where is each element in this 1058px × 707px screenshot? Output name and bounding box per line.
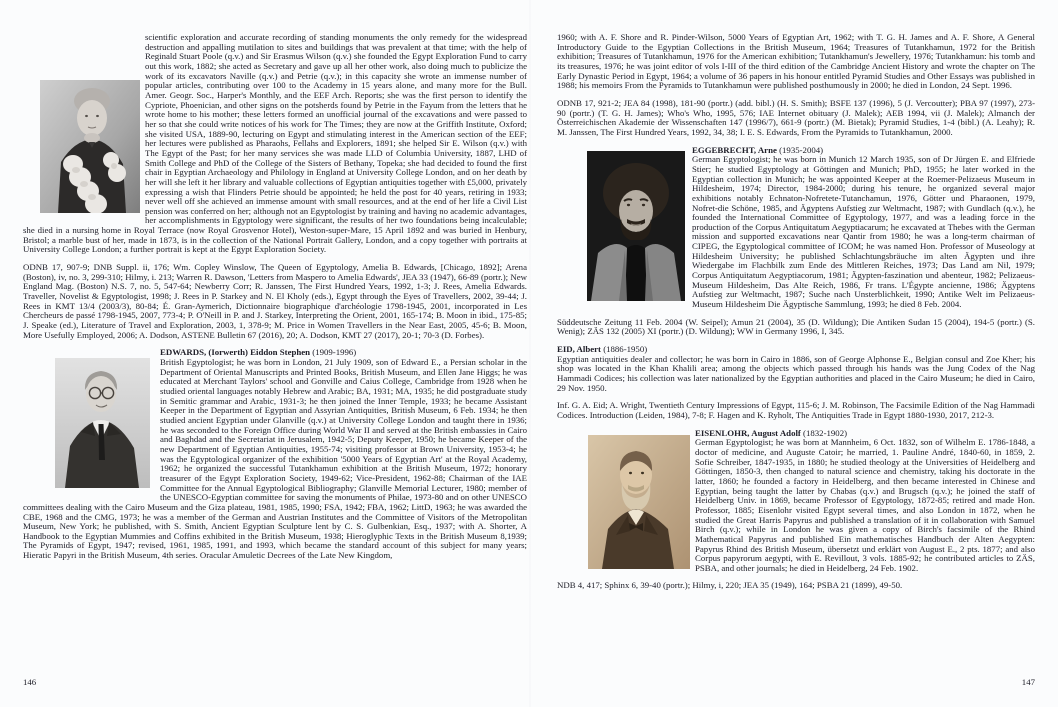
ies-edwards-portrait-photo bbox=[55, 358, 150, 488]
amelia-edwards-bibliography: ODNB 17, 907-9; DNB Suppl. ii, 176; Wm. Copley Winslow, The Queen of Egyptology, Amelia B. Edwards, [Chicago, 1892]; Arena (Boston), iv, no. 3, 299-310; Hilmy, i. 213; Warren R. Dawson, 'Letters from Maspero to Amelia Edwards', JEA 33 (1947), 66-89 (portr.); New England Mag. (Boston) N.S. 7, no. 5, 547-64; Newberry Corr; R. Janssen, The First Hundred Years, 1992, 1-3; J. Rees, Amelia Edwards. Traveller, Novelist & Egyptologist, 1998; J. Rees in P. Starkey and N. El Kholy (eds.), Egypt through the Eyes of Travellers, 2002, 39-44; J. Rees in KMT 13/4 (2003/3), 80-84; É. Gran-Aymerich, Dictionnaire biographique d'archéologie 1798-1945, 2001, incorporated in Les Chercheurs de passé 1798-1945, 2007, 773-4; P. O'Neill in P. and J. Starkey, Interpreting the Orient, 2001, 165-174; B. Moon in ibid., 175-85; J. Speake (ed.), Literature of Travel and Exploration, 2003, 1, 378-9; M. Price in Women Travellers in the Near East, 2005, 45-6; B. Moon, More Usefully Employed, 2006; A. Dodson, ASTENE Bulletin 67 (2016), 20; A. Dodson, KMT 27 (2017), 20-1; 70-3 (D. Forbes). bbox=[23, 262, 527, 340]
eid-body: Egyptian antiquities dealer and collector; he was born in Cairo in 1886, son of George Alphonse E., Belgian consul and Zoe Kher; his shop was located in the Khan Khalili area; among the objects which passed through his hands was the Jung Codex of the Nag Hammadi Codices; his collection was later nationalized by the Egyptian authorities and placed in the Cairo Museum; he died in Cairo, 29 Nov. 1950. bbox=[557, 353, 1035, 393]
ies-edwards-body: British Egyptologist; he was born in London, 21 July 1909, son of Edward E., a Persian scholar in the Department of Oriental Manuscripts and Printed Books, British Museum, and Ellen Jane Higgs; he was educated at Merchant Taylors' school and Gonville and Caius College, Cambridge from 1928 when he studied oriental languages notably Hebrew and Arabic; BA, 1931; MA, 1935; he did postgraduate study in Semitic grammar and Arabic, 1931-3; he then joined the Inner Temple, 1933; he became Assistant Keeper in the Department of Egyptian and Assyrian Antiquities, British Museum, 6 Feb. 1934; he then studied ancient Egyptian under Glanville (q.v.) at University College London and taught there in 1936; he was seconded to the Foreign Office during World War II and served at the British embassies in Cairo and Baghdad and the Secretariat in Jerusalem, 1942-5; Deputy Keeper, 1950; he became Keeper of the new Department of Egyptian Antiquities, 1955-74; visiting professor at Brown University, 1953-4; he was the Egyptological organizer of the exhibition '5000 Years of Egyptian Art' at the Royal Academy, 1962; he organized the successful Tutankhamun exhibition at the British Museum, 1972; honorary treasurer of the Egypt Exploration Society, 1949-62; Vice-President, 1962-88; Chairman of the IAE Committee for the Annual Egyptological Bibliography; Glanville Memorial Lecturer, 1980; member of the UNESCO-Egyptian committee for saving the monuments of Philae, 1973-80 and on other UNESCO committees dealing with the Cairo Museum and the Giza plateau, 1981, 1985, 1990; FSA, 1942; FBA, 1962; LittD, 1963; he was awarded the CBE, 1968 and the CMG, 1973; he was a member of the German and Austrian Institutes and the Committee of Visitors of the Metropolitan Museum, New York; he published, with S. Smith, Ancient Egyptian Sculpture lent by C. S. Gulbenkian, Esq., 1937; with A. Shorter, A Handbook to the Egyptian Mummies and Coffins exhibited in the British Museum, 1938; Hieroglyphic Texts in the British Museum 8,1939; The Pyramids of Egypt, 1947; revised, 1961, 1985, 1991, and 1993, which became the standard account of this subject for many years; Hieratic Papyri in the British Museum, 4th series. Oracular Amuletic Decrees of the Late New Kingdom, bbox=[23, 357, 527, 561]
amelia-edwards-portrait-photo bbox=[40, 80, 140, 213]
eid-years: (1886-1950) bbox=[603, 344, 648, 355]
eisenlohr-entry bbox=[557, 429, 1035, 574]
eisenlohr-name: EISENLOHR, August Adolf bbox=[695, 427, 801, 438]
amelia-edwards-entry bbox=[23, 33, 527, 255]
ies-edwards-years: (1909-1996) bbox=[312, 347, 357, 358]
ies-edwards-name: EDWARDS, (Iorwerth) Eiddon Stephen bbox=[160, 347, 311, 358]
amelia-edwards-photo bbox=[23, 33, 145, 222]
eggebrecht-years: (1935-2004) bbox=[779, 144, 824, 155]
ies-edwards-photo bbox=[23, 348, 160, 494]
eid-bibliography: Inf. G. A. Eid; A. Wright, Twentieth Century Impressions of Egypt, 115-6; J. M. Robinson, The Facsimile Edition of the Nag Hammadi Codices. Introduction (Leiden, 1984), 7-8; F. Hagen and K. Ryholt, The Antiquities Trade in Egypt 1880-1930, 2017, 212-3. bbox=[557, 400, 1035, 420]
ies-edwards-bibliography: ODNB 17, 921-2; JEA 84 (1998), 181-90 (portr.) (add. bibl.) (H. S. Smith); BSFE 137 (1996), 5 (J. Vercoutter); PBA 97 (1997), 273-90 (portr.) (T. G. H. James); Who's Who, 1995, 576; IAE Internet obituary (J. Malek); AEB 1994, vii (J. Malek); Almanch der Österreichischen Akademie der Wissenschaften 147 (1996/7), 661-9 (portr.) (M. Bietak); Pyramid Studies, 1-4 (bibl.) (A. Leahy); R. M. Janssen, The First Hundred Years, 1992, 34, 38; I. E. S. Edwards, From the Pyramids to Tutankhamun, 2000. bbox=[557, 97, 1035, 137]
eisenlohr-years: (1832-1902) bbox=[803, 427, 848, 438]
eggebrecht-entry bbox=[557, 146, 1035, 310]
ies-edwards-continuation-body: 1960; with A. F. Shore and R. Pinder-Wilson, 5000 Years of Egyptian Art, 1962; with T. G. H. James and A. F. Shore, A General Introductory Guide to the Egyptian Collections in the British Museum, 1964; Treasures of Tutankhamun, 1972 for the British exhibition; Treasures of Tutankhamun, 1976 for the American exhibition; Tutankhamun's Jewellery, 1976; Tutankhamun: his tomb and its treasures, 1976; he was joint editor of vols I-III of the third edition of the Cambridge Ancient History and wrote the chapter on The Early Dynastic Period in Egypt, 1964; a volume of 36 papers in his honour entitled Pyramid Studies and Other Essays was published in 1988; his memoirs From the Pyramids to Tutankhamun were published posthumously in 2000; he died in London, 24 Sept. 1996. bbox=[557, 32, 1035, 91]
eggebrecht-body: German Egyptologist; he was born in Munich 12 March 1935, son of Dr Jürgen E. and Elfriede Stier; he studied Egyptology at Göttingen and Munich; PhD, 1955; he later worked in the Egyptian collection in Munich; he was appointed Keeper at the Roemer-Pelizaeus Museum in Hildesheim, 1974; Director, 1984-2000; during his tenure, he organized several major exhibitions notably Echnaton-Nofretete-Tutanchamun, 1976, Götter und Pharaonen, 1979, Nofret-die Schöne, 1985, and Ägyptens Aufstieg zur Weltmacht, 1987; with Gundlach (q.v.), he founded the International Committee of Egyptology, 1977, and was a leading force in the production of the Corpus Antiquitatum Aegyptiacarum; he excavated at Thebes with the German mission and supported excavations near Qantir from 1980; he was a long-term chairman of CIPEG, the Egyptological committee of ICOM; he was named Hon. Professor of Museology at Hildesheim University; he published Schlachtungsbräuche im alten Ägypten und ihre Wiedergabe im Flachbilk zum Ende des Mittleren Reiches, 1973; Das Land am Nil, 1979; Corpus Antiquitatum Aegyptiacorum, 1981; Ägypten-faszination und abenteur, 1982; Pelizaeus-Museum Hildesheim, Das Alte Reich, 1986, Fr trans. L'Égypte ancienne, 1986; Ägyptens Aufstieg zur Weltmacht, 1987; Suche nach Unsterblichkeit, 1990; Antike Welt im Pelizaeus-Museum Hildesheim Die Ägyptische Sammlung, 1993; he died 8 Feb. 2004. bbox=[692, 154, 1035, 310]
page-number-left: 146 bbox=[23, 677, 37, 687]
eggebrecht-bibliography: Süddeutsche Zeitung 11 Feb. 2004 (W. Seipel); Amun 21 (2004), 35 (D. Wildung); Die Antiken Sudan 15 (2004), 194-5 (portr.) (S. Wenig); ZÄS 132 (2005) XI (portr.) (D. Wildung); WW in Germany 1996, I, 345. bbox=[557, 316, 1035, 337]
eggebrecht-portrait-photo bbox=[587, 151, 685, 301]
page-147 bbox=[529, 0, 1058, 707]
eggebrecht-name: EGGEBRECHT, Arne bbox=[692, 144, 777, 155]
amelia-edwards-body: scientific exploration and accurate recording of standing monuments the only remedy for the widespread destruction and appalling mutilation to sites and buildings that was prevalent at that time; with the help of Reginald Stuart Poole (q.v.) and Sir Erasmus Wilson (q.v.) she founded the Egypt Exploration Fund to carry out this work, 1882; she acted as Secretary and gave up all her other work, also doing much to publicize the work of its excavators Naville (q.v.) and Petrie (q.v.); in this capacity she wrote an immense number of popular articles, contributing over 100 to the Academy in 15 years alone, and many more for the Bull. Amer. Geogr. Soc., Harper's Monthly, and the EEF Arch. Reports; she was the first person to identify the Cypriote, Phoenician, and other signs on the potsherds found by Petrie in the Fayum from the letters that he wrote home to his mother; these letters formed an unofficial journal of the excavations and were passed to her so that she could write notices of his work for The Times; they are now at the Griffith Institute, Oxford; she visited USA, 1889-90, lecturing on Egypt and stimulating interest in the American section of the EEF; her lectures were published as Pharaohs, Fellahs and Explorers, 1891; she helped Sir E. Wilson (q.v.) with The Egypt of the Past; for her many services she was made LLD of Columbia University, 1887, LHD of Smith College and PhD of the College of the Sisters of Bethany, Topeka; she had decided to found the first chair in Egyptian Archaeology and Philology in England at University College London, and on her death by her will she left it her library and valuable collections of Egyptian antiquities together with £5,000, privately expressing a wish that Flinders Petrie should be appointed; he held the post for 40 years, retiring in 1933; never well off she achieved an immense amount with small resources, and at the end of her life a Civil List pension was conferred on her; although not an Egyptologist by training and having no academic advantages, her accomplishments in Egyptology were significant, the results of her two foundations being incalculable; she died in a nursing home in Royal Terrace (now Royal Grosvenor Hotel), Weston-super-Mare, 15 April 1892 and was buried in Henbury, Bristol; a marble bust of her, made in 1873, is in the collection of the National Portrait Gallery, London, and a copy together with portraits at University College London; a further portrait is kept at the Egypt Exploration Society. bbox=[23, 32, 527, 255]
eggebrecht-photo bbox=[557, 146, 692, 302]
eisenlohr-photo bbox=[557, 429, 695, 570]
ies-edwards-entry bbox=[23, 348, 527, 560]
eid-entry bbox=[557, 345, 1035, 393]
eisenlohr-bibliography: NDB 4, 417; Sphinx 6, 39-40 (portr.); Hilmy, i, 220; JEA 35 (1949), 164; PSBA 21 (1899), 49-50. bbox=[557, 580, 903, 591]
eisenlohr-body: German Egyptologist; he was born at Mannheim, 6 Oct. 1832, son of Wilhelm E. 1786-1848, a doctor of medicine, and Auguste Catoir; he married, 1. Pauline André, 1840-60, in 1859, 2. Sofie Schreiber, 1847-1935, in 1880; he studied theology at the Universities of Heidelberg and Göttingen, 1850-3, then changed to natural science and chemistry, taking his doctorate in the latter, 1860; he founded a factory in Heidelberg, and then became interested in Chinese and Egyptian, being taught the latter by Chabas (q.v.) and Brugsch (q.v.); he joined the staff of Heidelberg Univ. in 1869, became Professor of Egyptology, 1872-85; retired and made Hon. Professor, 1885; Eisenlohr visited Egypt several times, and also London in 1872, when he studied the Great Harris Papyrus and published a translation of it in collaboration with Samuel Birch (q.v.); while in London he was given a copy of Birch's facsimile of the Rhind Mathematical Papyrus and published Ein mathematisches Handbuch der Alten Aegypten: Papyrus Rhind des British Museum, übersetzt und erklärt von August E., 2 pts. 1877; and also Corpus papyrorum aegypti, with E. Revillout, 3 vols. 1885-92; he contributed articles to ZÄS, PSBA, and other journals; he died in Heidelberg, 24 Feb. 1902. bbox=[695, 437, 1035, 573]
page-number-right: 147 bbox=[1021, 677, 1035, 687]
eid-name: EID, Albert bbox=[557, 344, 601, 355]
eisenlohr-portrait-photo bbox=[588, 435, 690, 569]
